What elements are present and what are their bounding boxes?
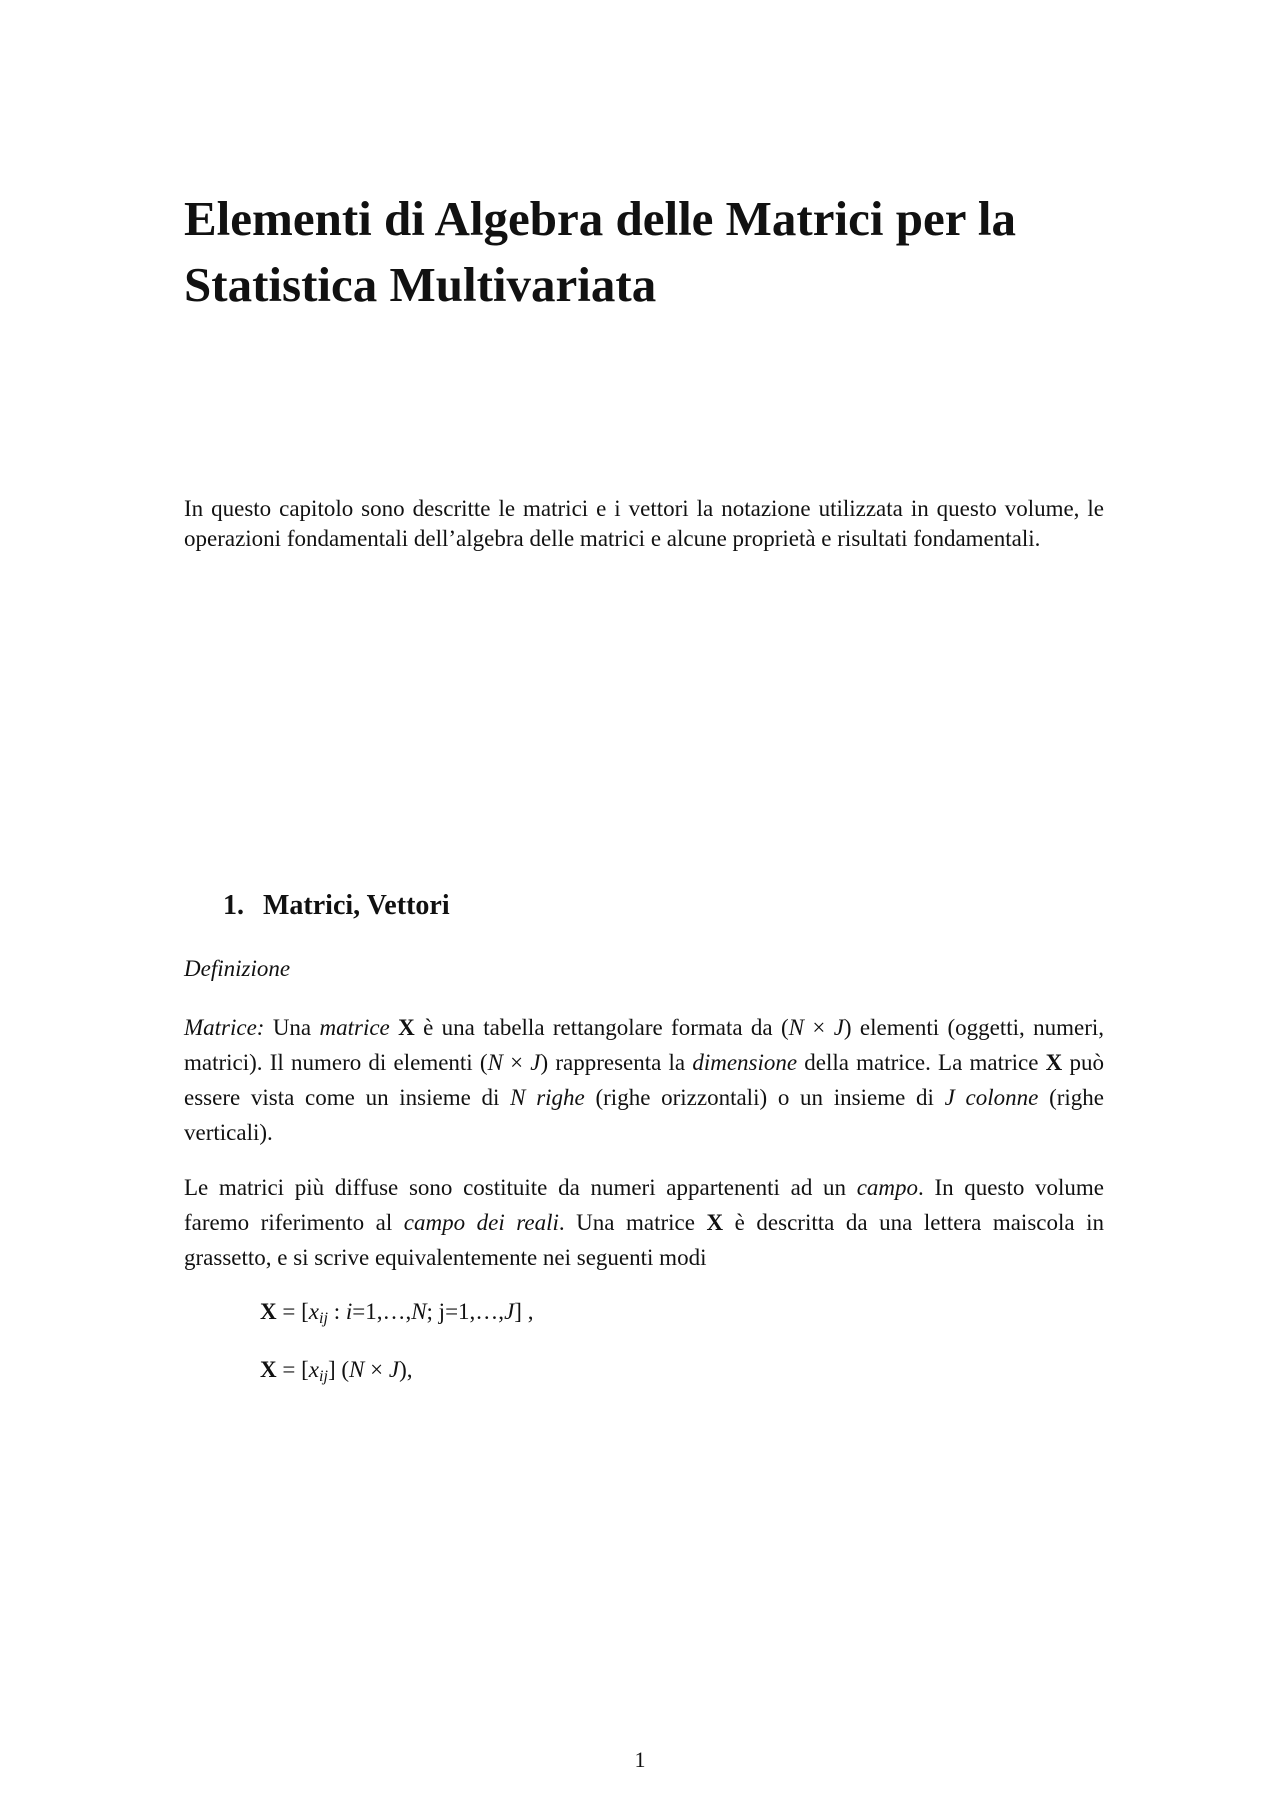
text-run: è descritta da una lettera maiscola in grassetto, e si scrive equivalentemente nei seguenti modi xyxy=(184,1210,1105,1270)
text-run: è una tabella rettangolare formata da ( xyxy=(414,1015,789,1040)
title-line-1: Elementi di Algebra delle Matrici per la xyxy=(184,191,1016,246)
matrix-symbol: X xyxy=(706,1210,724,1235)
math-text: = [ xyxy=(276,1357,309,1382)
math-text: : xyxy=(327,1299,346,1324)
math-variable: x xyxy=(308,1357,319,1382)
text-run: (righe verticali). xyxy=(184,1085,1104,1145)
section-title: Matrici, Vettori xyxy=(263,890,450,921)
text-run: può essere vista come un insieme di xyxy=(184,1050,1104,1110)
math-subscript: ij xyxy=(318,1368,328,1385)
times-symbol: × xyxy=(804,1015,834,1040)
math-variable: J xyxy=(530,1050,541,1075)
term-label: Matrice: xyxy=(184,1015,265,1040)
math-variable: J xyxy=(388,1357,400,1382)
math-text: = [ xyxy=(276,1299,309,1324)
emphasis: J colonne xyxy=(944,1085,1039,1110)
emphasis: campo xyxy=(856,1175,919,1200)
emphasis: dimensione xyxy=(692,1050,798,1075)
matrix-definition-paragraph xyxy=(184,1010,1104,1150)
math-variable: N xyxy=(411,1299,427,1324)
text-run: . In questo volume faremo riferimento al xyxy=(184,1175,1104,1235)
text-run: ) rappresenta la xyxy=(540,1050,693,1075)
page-number: 1 xyxy=(634,1747,646,1772)
emphasis: matrice xyxy=(319,1015,390,1040)
text-run: ) elementi (oggetti, numeri, matrici). Il numero di elementi ( xyxy=(184,1015,1105,1075)
math-text: ; j=1,…, xyxy=(426,1299,505,1324)
definition-label: Definizione xyxy=(184,956,291,981)
math-variable: N xyxy=(487,1050,503,1075)
math-variable: J xyxy=(833,1015,844,1040)
text-run: Una xyxy=(264,1015,320,1040)
math-variable: x xyxy=(308,1299,319,1324)
formula-2 xyxy=(260,1355,412,1385)
page-title xyxy=(184,186,1104,318)
math-variable: i xyxy=(345,1299,353,1324)
matrix-symbol: X xyxy=(398,1015,415,1040)
text-run: della matrice. La matrice xyxy=(797,1050,1046,1075)
times-symbol: × xyxy=(364,1357,389,1382)
math-subscript: ij xyxy=(318,1310,328,1327)
intro-paragraph: In questo capitolo sono descritte le matrici e i vettori la notazione utilizzata in questo volume, le operazioni fondamentali dell’algebra delle matrici e alcune proprietà e risultati fondamentali. xyxy=(184,496,1104,551)
text-run: . Una matrice xyxy=(558,1210,707,1235)
times-symbol: × xyxy=(502,1050,531,1075)
text-run xyxy=(390,1015,398,1040)
title-line-2: Statistica Multivariata xyxy=(184,257,657,312)
math-variable: N xyxy=(349,1357,365,1382)
math-variable: N xyxy=(788,1015,804,1040)
formula-1 xyxy=(260,1297,533,1327)
section-heading xyxy=(223,888,450,924)
emphasis: campo dei reali xyxy=(403,1210,559,1235)
matrix-symbol: X xyxy=(1045,1050,1063,1075)
matrix-symbol: X xyxy=(260,1357,277,1382)
math-variable: J xyxy=(504,1299,515,1324)
text-run: (righe orizzontali) o un insieme di xyxy=(584,1085,945,1110)
section-number: 1. xyxy=(223,890,244,921)
emphasis: N righe xyxy=(510,1085,585,1110)
math-text: ] ( xyxy=(327,1357,350,1382)
math-text: ), xyxy=(399,1357,413,1382)
text-run: Le matrici più diffuse sono costituite da numeri appartenenti ad un xyxy=(184,1175,857,1200)
matrix-notation-paragraph xyxy=(184,1170,1104,1275)
matrix-symbol: X xyxy=(260,1299,277,1324)
math-text: ] , xyxy=(514,1299,534,1324)
math-text: =1,…, xyxy=(352,1299,412,1324)
